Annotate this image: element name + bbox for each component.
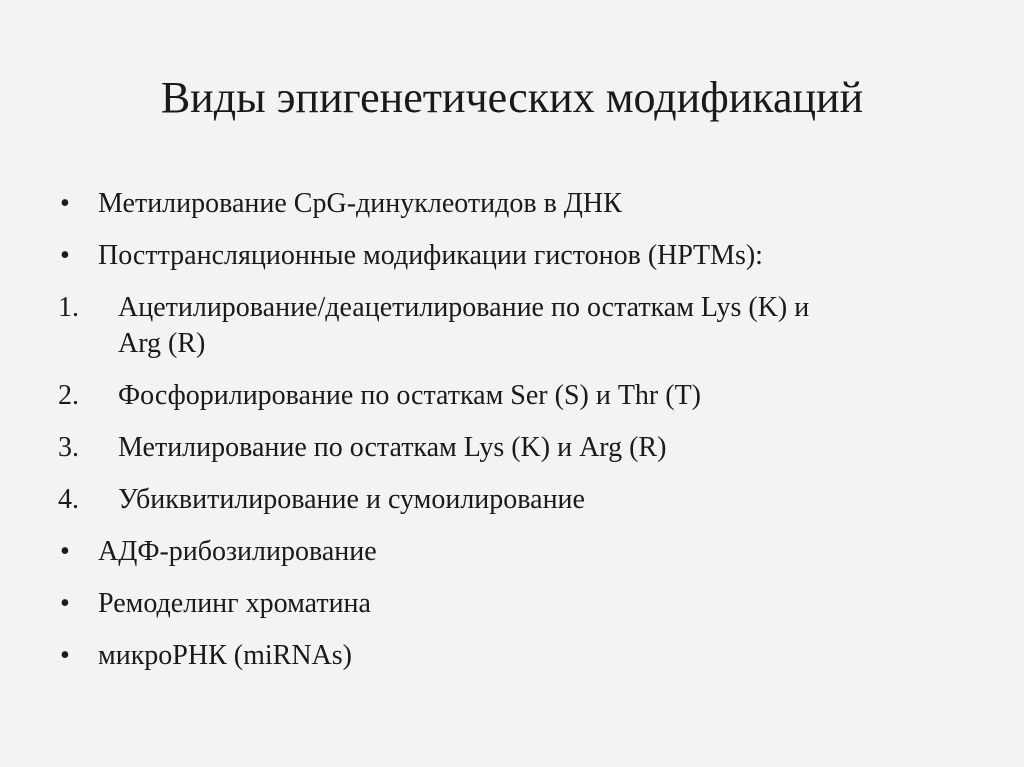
list-item-text: Метилирование CpG-динуклеотидов в ДНК (98, 188, 622, 219)
bullet-marker: • (60, 588, 70, 619)
slide-title: Виды эпигенетических модификаций (160, 73, 864, 122)
list-item (58, 186, 988, 222)
numbered-item-text: Метилирование по остаткам Lys (K) и Arg (R) (118, 432, 667, 463)
number-marker: 3. (58, 432, 79, 463)
numbered-item-text-line2: Arg (R) (118, 328, 206, 359)
bullet-marker: • (60, 188, 70, 219)
list-item-text: микроРНК (miRNAs) (98, 640, 352, 671)
list-item-text: Посттрансляционные модификации гистонов (HPTMs): (98, 240, 763, 271)
numbered-item (58, 378, 988, 414)
list-item (58, 638, 988, 674)
numbered-item-text (58, 290, 988, 362)
numbered-item (58, 482, 988, 518)
numbered-item (58, 430, 988, 466)
slide-content (58, 186, 988, 690)
list-item-text: АДФ-рибозилирование (98, 536, 377, 567)
numbered-item (58, 290, 988, 362)
list-item (58, 238, 988, 274)
number-marker: 4. (58, 484, 79, 515)
bullet-marker: • (60, 240, 70, 271)
numbered-item-text: Убиквитилирование и сумоилирование (118, 484, 585, 515)
list-item (58, 586, 988, 622)
list-item (58, 534, 988, 570)
list-item-text: Ремоделинг хроматина (98, 588, 371, 619)
numbered-item-text-line1: Ацетилирование/деацетилирование по остаткам Lys (K) и (118, 292, 810, 323)
bullet-marker: • (60, 640, 70, 671)
bullet-marker: • (60, 536, 70, 567)
number-marker: 1. (58, 292, 79, 323)
numbered-item-text: Фосфорилирование по остаткам Ser (S) и Thr (T) (118, 380, 702, 411)
number-marker: 2. (58, 380, 79, 411)
